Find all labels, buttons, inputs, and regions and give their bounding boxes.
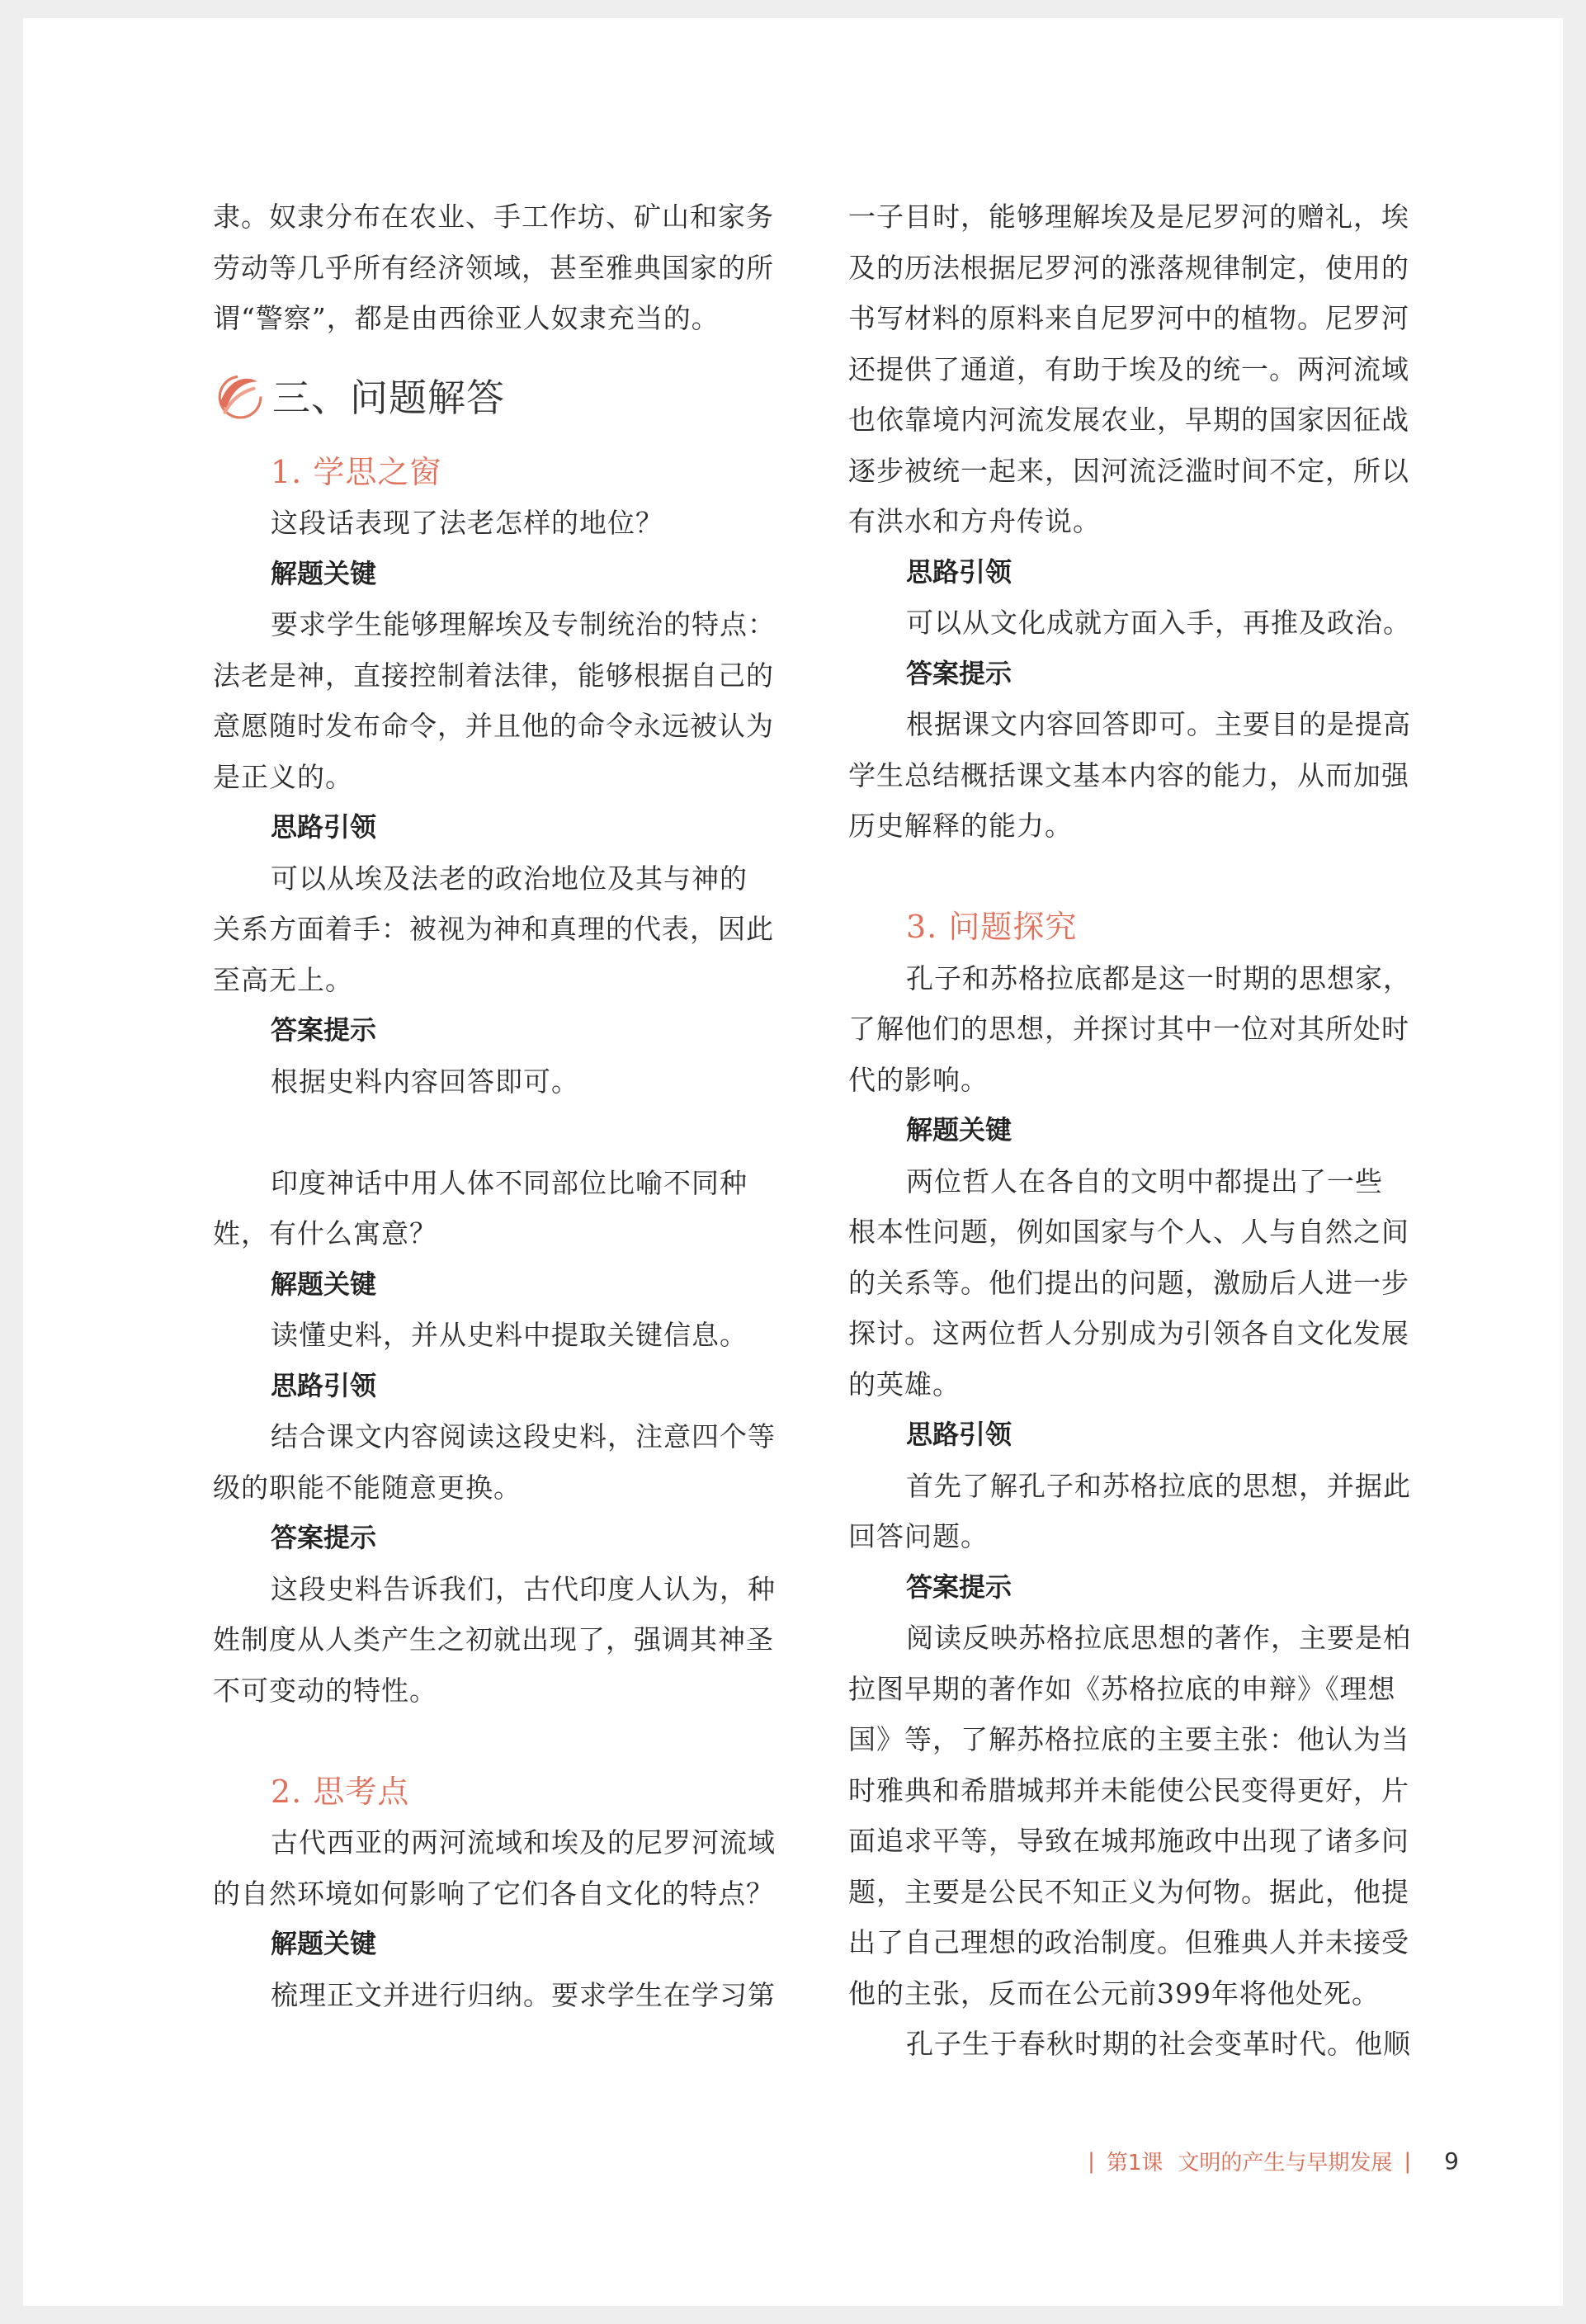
label-guide: 思路引领 xyxy=(271,811,377,843)
page-number: 9 xyxy=(1444,2147,1459,2175)
answer-line: 拉图早期的著作如《苏格拉底的申辩》《理想 xyxy=(848,1672,1396,1705)
question-text: 孔子和苏格拉底都是这一时期的思想家， xyxy=(906,961,1411,994)
question-text: 代的影响。 xyxy=(848,1063,989,1096)
answer-line: 也依靠境内河流发展农业，早期的国家因征战 xyxy=(848,404,1409,436)
answer-line: 的关系等。他们提出的问题，激励后人进一步 xyxy=(848,1266,1409,1299)
subsection-title: 1. 学思之窗 xyxy=(271,453,442,490)
answer-line: 两位哲人在各自的文明中都提出了一些 xyxy=(906,1164,1383,1197)
section-heading xyxy=(213,344,791,447)
label-key: 解题关键 xyxy=(271,1928,377,1959)
answer-line: 至高无上。 xyxy=(213,963,353,996)
answer-line: 结合课文内容阅读这段史料，注意四个等 xyxy=(271,1420,776,1452)
answer-line: 这段史料告诉我们，古代印度人认为，种 xyxy=(271,1572,776,1605)
answer-line: 可以从埃及法老的政治地位及其与神的 xyxy=(271,862,748,895)
answer-line: 题，主要是公民不知正义为何物。据此，他提 xyxy=(848,1875,1409,1908)
label-answer: 答案提示 xyxy=(906,1571,1012,1603)
answer-line: 一子目时，能够理解埃及是尼罗河的赠礼，埃 xyxy=(848,201,1409,233)
brush-swirl-icon xyxy=(213,370,264,421)
intro-line: 谓“警察”，都是由西徐亚人奴隶充当的。 xyxy=(213,302,720,334)
intro-line: 隶。奴隶分布在农业、手工作坊、矿山和家务 xyxy=(213,201,774,233)
label-answer: 答案提示 xyxy=(906,657,1012,689)
answer-line: 逐步被统一起来，因河流泛滥时间不定，所以 xyxy=(848,454,1409,487)
label-key: 解题关键 xyxy=(271,1268,377,1300)
page-footer xyxy=(997,2146,1459,2176)
answer-line: 可以从文化成就方面入手，再推及政治。 xyxy=(906,607,1411,639)
answer-line: 不可变动的特性。 xyxy=(213,1674,437,1707)
label-guide: 思路引领 xyxy=(906,1419,1012,1450)
answer-line: 根据史料内容回答即可。 xyxy=(271,1065,579,1098)
spacer xyxy=(213,1107,791,1158)
footer-title: 文明的产生与早期发展 xyxy=(1178,2151,1393,2175)
answer-line: 法老是神，直接控制着法律，能够根据自己的 xyxy=(213,659,774,692)
answer-line: 他的主张，反而在公元前399年将他处死。 xyxy=(848,1977,1380,2010)
question-text: 这段话表现了法老怎样的地位？ xyxy=(271,507,663,539)
answer-line: 书写材料的原料来自尼罗河中的植物。尼罗河 xyxy=(848,302,1409,334)
spacer xyxy=(848,852,1426,903)
right-column xyxy=(848,191,1426,2070)
book-page xyxy=(23,18,1563,2306)
question-text: 印度神话中用人体不同部位比喻不同种 xyxy=(271,1166,748,1199)
footer-divider: | xyxy=(1404,2148,1412,2174)
label-answer: 答案提示 xyxy=(271,1014,377,1046)
question-text: 了解他们的思想，并探讨其中一位对其所处时 xyxy=(848,1013,1409,1045)
answer-line: 阅读反映苏格拉底思想的著作，主要是柏 xyxy=(906,1622,1411,1654)
left-column xyxy=(213,191,791,2020)
answer-line: 回答问题。 xyxy=(848,1520,989,1552)
answer-line: 梳理正文并进行归纳。要求学生在学习第 xyxy=(271,1978,776,2011)
answer-line: 还提供了通道，有助于埃及的统一。两河流域 xyxy=(848,352,1409,385)
answer-line: 探讨。这两位哲人分别成为引领各自文化发展 xyxy=(848,1317,1409,1349)
answer-line: 学生总结概括课文基本内容的能力，从而加强 xyxy=(848,758,1409,791)
answer-line: 要求学生能够理解埃及专制统治的特点： xyxy=(271,608,776,640)
spacer xyxy=(213,1716,791,1767)
subsection-title: 3. 问题探究 xyxy=(906,909,1078,945)
answer-line: 级的职能不能随意更换。 xyxy=(213,1471,522,1504)
question-text: 古代西亚的两河流域和埃及的尼罗河流域 xyxy=(271,1826,776,1859)
answer-line: 根据课文内容回答即可。主要目的是提高 xyxy=(906,708,1411,740)
answer-line: 意愿随时发布命令，并且他的命令永远被认为 xyxy=(213,710,774,742)
question-text: 姓，有什么寓意？ xyxy=(213,1217,437,1249)
answer-line: 根本性问题，例如国家与个人、人与自然之间 xyxy=(848,1216,1409,1248)
label-key: 解题关键 xyxy=(271,557,377,589)
footer-divider: | xyxy=(1088,2148,1095,2174)
answer-line: 面追求平等，导致在城邦施政中出现了诸多问 xyxy=(848,1825,1409,1857)
answer-line: 是正义的。 xyxy=(213,760,353,793)
answer-line: 历史解释的能力。 xyxy=(848,810,1073,842)
answer-line: 孔子生于春秋时期的社会变革时代。他顺 xyxy=(906,2028,1411,2060)
answer-line: 出了自己理想的政治制度。但雅典人并未接受 xyxy=(848,1926,1409,1958)
answer-line: 首先了解孔子和苏格拉底的思想，并据此 xyxy=(906,1469,1411,1502)
answer-line: 的英雄。 xyxy=(848,1367,961,1401)
answer-line: 及的历法根据尼罗河的涨落规律制定，使用的 xyxy=(848,251,1409,284)
section-title: 三、问题解答 xyxy=(272,376,505,420)
intro-line: 劳动等几乎所有经济领域，甚至雅典国家的所 xyxy=(213,251,774,284)
answer-line: 读懂史料，并从史料中提取关键信息。 xyxy=(271,1319,748,1351)
subsection-title: 2. 思考点 xyxy=(271,1773,410,1810)
answer-line: 时雅典和希腊城邦并未能使公民变得更好，片 xyxy=(848,1774,1409,1807)
label-answer: 答案提示 xyxy=(271,1522,377,1553)
answer-line: 关系方面着手：被视为神和真理的代表，因此 xyxy=(213,913,774,945)
label-key: 解题关键 xyxy=(906,1114,1012,1145)
footer-lesson: 第1课 xyxy=(1106,2151,1164,2175)
answer-line: 有洪水和方舟传说。 xyxy=(848,505,1101,537)
answer-line: 国》等，了解苏格拉底的主要主张：他认为当 xyxy=(848,1723,1409,1755)
label-guide: 思路引领 xyxy=(271,1369,377,1401)
question-text: 的自然环境如何影响了它们各自文化的特点？ xyxy=(213,1877,774,1910)
label-guide: 思路引领 xyxy=(906,555,1012,588)
answer-line: 姓制度从人类产生之初就出现了，强调其神圣 xyxy=(213,1623,774,1656)
